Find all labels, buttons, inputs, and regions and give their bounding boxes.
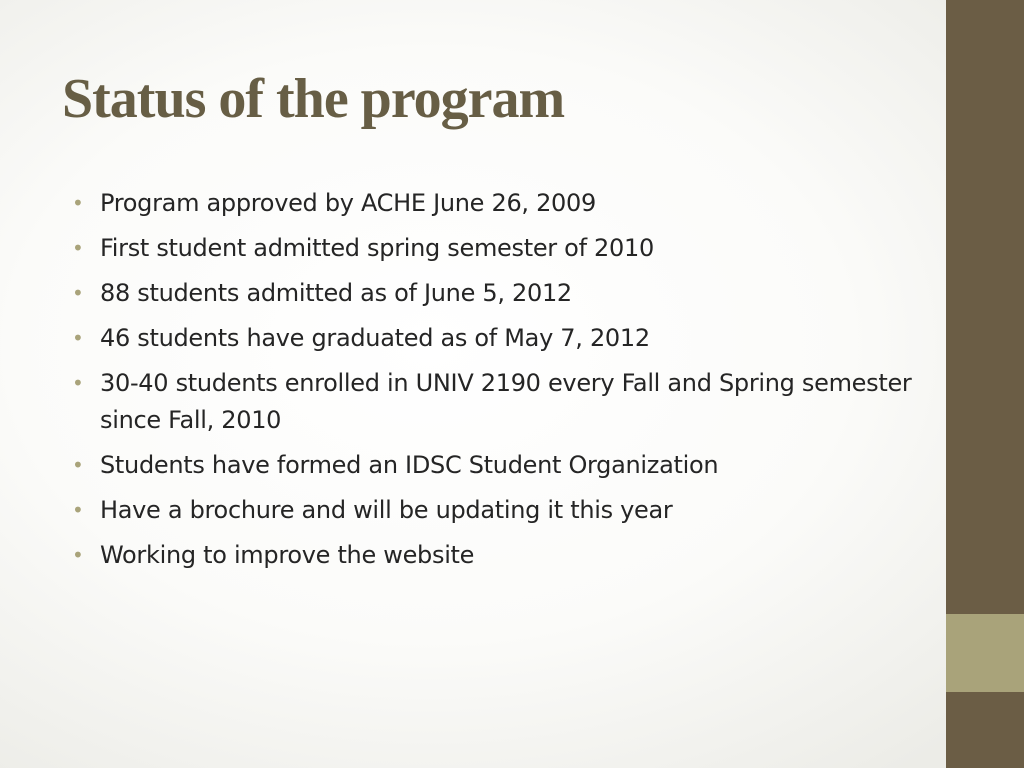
bullet-item — [72, 320, 912, 357]
slide-title: Status of the program — [62, 68, 565, 130]
bullet-icon: • — [72, 281, 84, 305]
bullet-icon: • — [72, 498, 84, 522]
bullet-text: First student admitted spring semester of 2010 — [100, 234, 654, 262]
bullet-text: 88 students admitted as of June 5, 2012 — [100, 279, 572, 307]
bullet-icon: • — [72, 371, 84, 395]
bullet-icon: • — [72, 543, 84, 567]
bullet-text: Working to improve the website — [100, 541, 475, 569]
bullet-item — [72, 537, 912, 574]
bullet-text: Have a brochure and will be updating it this year — [100, 496, 673, 524]
bullet-item — [72, 447, 912, 484]
bullet-item — [72, 185, 912, 222]
bullet-text: 30-40 students enrolled in UNIV 2190 every Fall and Spring semester since Fall, 2010 — [100, 369, 912, 434]
bullet-text: Students have formed an IDSC Student Organization — [100, 451, 719, 479]
bullet-text: 46 students have graduated as of May 7, 2012 — [100, 324, 650, 352]
bullet-icon: • — [72, 191, 84, 215]
bullet-text: Program approved by ACHE June 26, 2009 — [100, 189, 596, 217]
bullet-icon: • — [72, 453, 84, 477]
bullet-item — [72, 492, 912, 529]
bullet-item — [72, 230, 912, 267]
bullet-list — [72, 185, 912, 582]
bullet-icon: • — [72, 326, 84, 350]
bullet-icon: • — [72, 236, 84, 260]
side-accent-block — [946, 614, 1024, 692]
bullet-item — [72, 365, 912, 439]
bullet-item — [72, 275, 912, 312]
